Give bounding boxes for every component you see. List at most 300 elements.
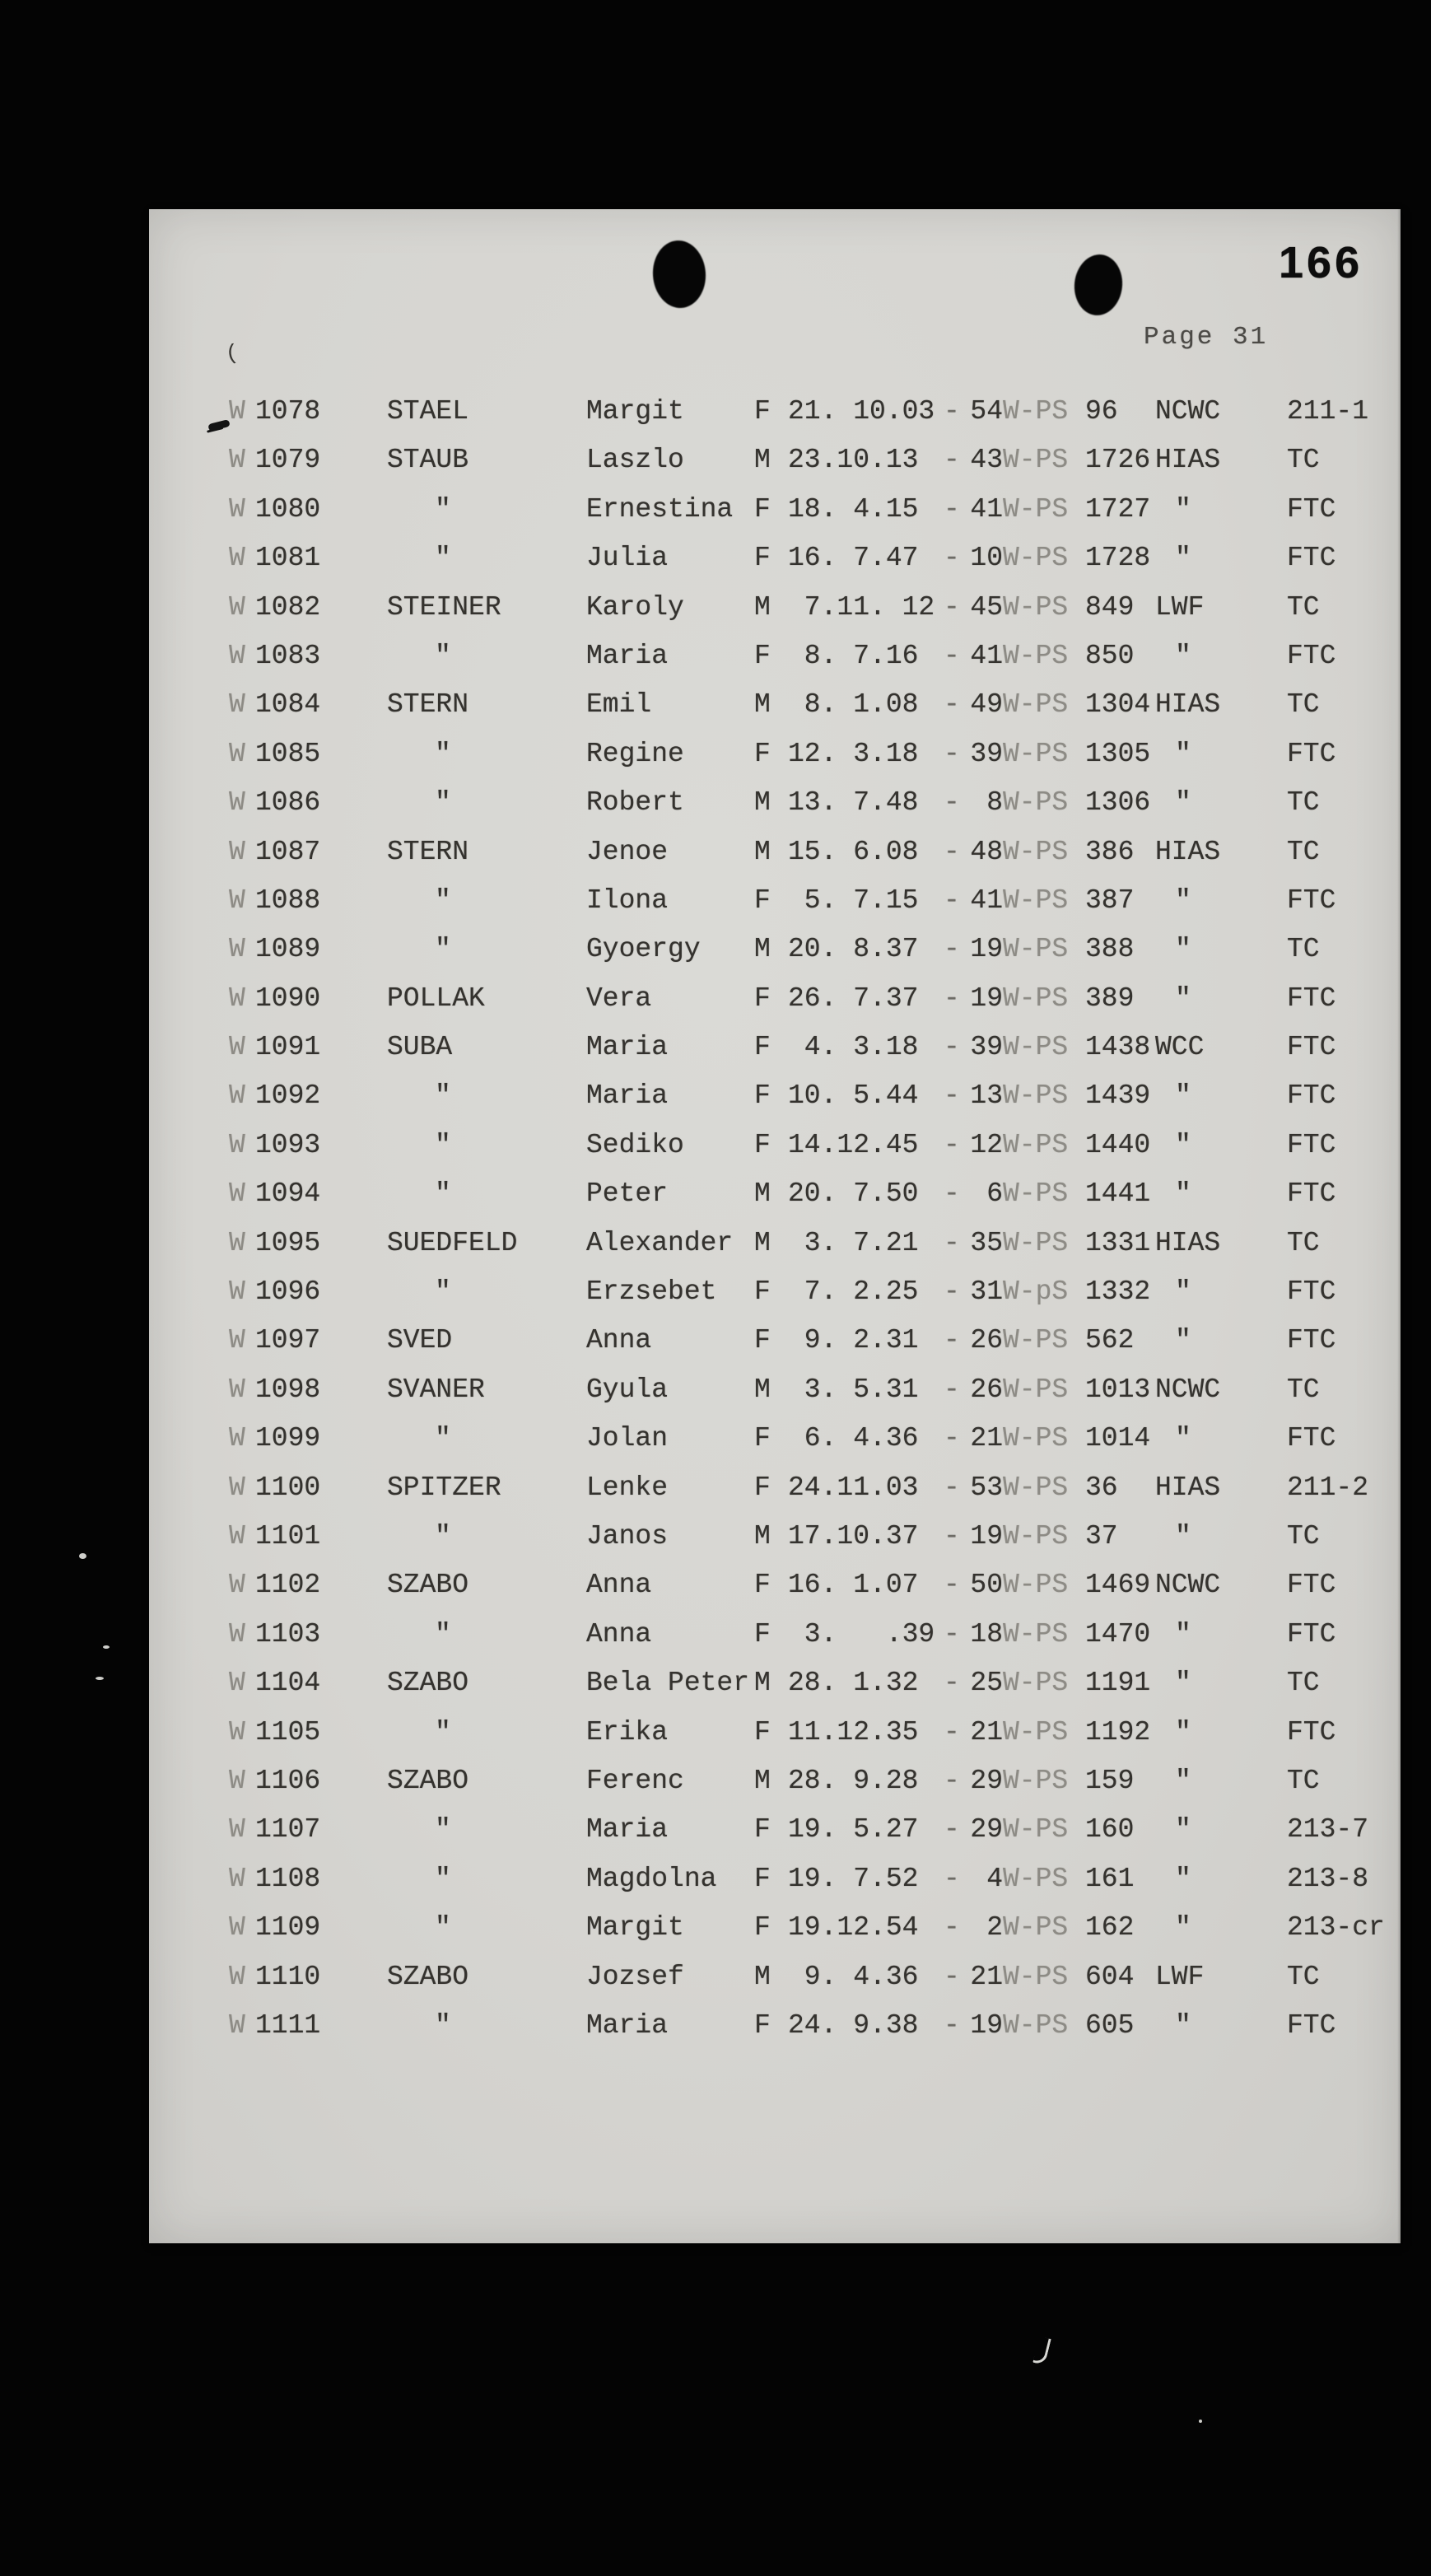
agency-cell: HIAS <box>1155 689 1221 721</box>
status-cell: FTC <box>1287 1570 1336 1601</box>
table-row <box>149 738 1401 786</box>
doc-number-cell: 389 <box>1085 982 1135 1014</box>
agency-cell: NCWC <box>1155 1570 1221 1601</box>
record-number: 1106 <box>255 1765 321 1796</box>
separator-cell: - <box>944 1961 960 1992</box>
record-prefix: W <box>229 1520 245 1552</box>
record-number: 1099 <box>255 1423 321 1454</box>
table-row <box>149 1569 1401 1617</box>
status-cell: FTC <box>1287 1178 1336 1210</box>
agency-cell: " <box>1175 787 1191 819</box>
separator-cell: - <box>944 1374 960 1405</box>
agency-cell: HIAS <box>1155 1227 1221 1258</box>
doc-number-cell: 1014 <box>1085 1423 1151 1454</box>
status-cell: FTC <box>1287 884 1336 916</box>
status-cell: TC <box>1287 1765 1320 1796</box>
record-prefix: W <box>229 1863 245 1894</box>
given-name-cell: Margit <box>586 1912 684 1944</box>
given-name-cell: Maria <box>586 640 669 671</box>
doc-number-cell: 1441 <box>1085 1178 1151 1210</box>
sex-cell: F <box>754 1814 771 1846</box>
given-name-cell: Janos <box>586 1520 669 1552</box>
record-number: 1080 <box>255 493 321 525</box>
doc-number-cell: 1304 <box>1085 689 1151 721</box>
sex-cell: M <box>754 1178 771 1210</box>
sex-cell: M <box>754 445 771 476</box>
punch-hole-right <box>1071 252 1125 318</box>
separator-cell: - <box>944 1814 960 1846</box>
agency-cell: LWF <box>1155 591 1205 623</box>
record-prefix: W <box>229 1814 245 1846</box>
birth-date-cell: 3. .39 <box>788 1618 935 1650</box>
punch-hole-left <box>650 239 708 310</box>
record-prefix: W <box>229 1032 245 1063</box>
agency-cell: " <box>1175 1668 1191 1699</box>
birth-date-cell: 14.12.45 <box>788 1129 919 1160</box>
given-name-cell: Bela Peter <box>586 1668 750 1699</box>
sex-cell: F <box>754 1276 771 1308</box>
doc-number-cell: 849 <box>1085 591 1135 623</box>
page-label: Page 31 <box>1144 323 1269 352</box>
agency-cell: WCC <box>1155 1032 1205 1063</box>
record-prefix: W <box>229 934 245 965</box>
surname-cell: " <box>435 738 451 769</box>
doc-number-cell: 386 <box>1085 836 1135 867</box>
agency-cell: " <box>1175 1765 1191 1796</box>
sex-cell: M <box>754 787 771 819</box>
record-number: 1088 <box>255 884 321 916</box>
doc-type-cell: W-PS <box>1003 884 1069 916</box>
record-number: 1094 <box>255 1178 321 1210</box>
table-row <box>149 1422 1401 1471</box>
doc-number-cell: 1726 <box>1085 445 1151 476</box>
birth-date-cell: 9. 2.31 <box>788 1325 919 1356</box>
record-prefix: W <box>229 884 245 916</box>
age-cell: 18 <box>970 1618 1003 1650</box>
record-number: 1102 <box>255 1570 321 1601</box>
doc-type-cell: W-PS <box>1003 493 1069 525</box>
separator-cell: - <box>944 738 960 769</box>
given-name-cell: Jenoe <box>586 836 669 867</box>
separator-cell: - <box>944 884 960 916</box>
age-cell: 54 <box>970 396 1003 427</box>
separator-cell: - <box>944 1863 960 1894</box>
status-cell: FTC <box>1287 1080 1336 1112</box>
table-row <box>149 1961 1401 2009</box>
birth-date-cell: 8. 7.16 <box>788 640 919 671</box>
given-name-cell: Jozsef <box>586 1961 684 1992</box>
doc-type-cell: W-PS <box>1003 1912 1069 1944</box>
birth-date-cell: 9. 4.36 <box>788 1961 919 1992</box>
status-cell: FTC <box>1287 2009 1336 2041</box>
agency-cell: HIAS <box>1155 445 1221 476</box>
doc-number-cell: 1728 <box>1085 543 1151 574</box>
status-cell: 211-1 <box>1287 396 1369 427</box>
given-name-cell: Lenke <box>586 1472 669 1503</box>
birth-date-cell: 19.12.54 <box>788 1912 919 1944</box>
separator-cell: - <box>944 445 960 476</box>
agency-cell: LWF <box>1155 1961 1205 1992</box>
age-cell: 45 <box>970 591 1003 623</box>
sex-cell: M <box>754 1668 771 1699</box>
record-number: 1084 <box>255 689 321 721</box>
age-cell: 10 <box>970 543 1003 574</box>
status-cell: FTC <box>1287 1423 1336 1454</box>
agency-cell: " <box>1175 1863 1191 1894</box>
page-number-stamp: 166 <box>1279 238 1363 287</box>
status-cell: 213-8 <box>1287 1863 1369 1894</box>
given-name-cell: Anna <box>586 1618 652 1650</box>
agency-cell: " <box>1175 1618 1191 1650</box>
given-name-cell: Regine <box>586 738 684 769</box>
separator-cell: - <box>944 2009 960 2041</box>
stray-pen-mark: ( <box>224 340 240 366</box>
doc-type-cell: W-PS <box>1003 1863 1069 1894</box>
given-name-cell: Margit <box>586 396 684 427</box>
doc-number-cell: 1305 <box>1085 738 1151 769</box>
separator-cell: - <box>944 591 960 623</box>
record-prefix: W <box>229 640 245 671</box>
record-prefix: W <box>229 1472 245 1503</box>
record-number: 1091 <box>255 1032 321 1063</box>
birth-date-cell: 4. 3.18 <box>788 1032 919 1063</box>
record-number: 1100 <box>255 1472 321 1503</box>
table-row <box>149 1031 1401 1080</box>
sex-cell: F <box>754 2009 771 2041</box>
table-row <box>149 1618 1401 1667</box>
record-prefix: W <box>229 445 245 476</box>
separator-cell: - <box>944 1716 960 1748</box>
agency-cell: " <box>1175 1325 1191 1356</box>
agency-cell: " <box>1175 1912 1191 1944</box>
doc-type-cell: W-PS <box>1003 1080 1069 1112</box>
record-number: 1090 <box>255 982 321 1014</box>
doc-number-cell: 1192 <box>1085 1716 1151 1748</box>
birth-date-cell: 17.10.37 <box>788 1520 919 1552</box>
given-name-cell: Laszlo <box>586 445 684 476</box>
birth-date-cell: 16. 1.07 <box>788 1570 919 1601</box>
separator-cell: - <box>944 396 960 427</box>
agency-cell: " <box>1175 1129 1191 1160</box>
table-row <box>149 836 1401 884</box>
status-cell: TC <box>1287 1227 1320 1258</box>
surname-cell: STERN <box>387 836 469 867</box>
separator-cell: - <box>944 1178 960 1210</box>
given-name-cell: Julia <box>586 543 669 574</box>
age-cell: 43 <box>970 445 1003 476</box>
age-cell: 50 <box>970 1570 1003 1601</box>
separator-cell: - <box>944 543 960 574</box>
doc-number-cell: 161 <box>1085 1863 1135 1894</box>
agency-cell: " <box>1175 1814 1191 1846</box>
record-prefix: W <box>229 1325 245 1356</box>
record-prefix: W <box>229 1080 245 1112</box>
table-row <box>149 1080 1401 1128</box>
given-name-cell: Gyoergy <box>586 934 701 965</box>
surname-cell: " <box>435 1814 451 1846</box>
record-number: 1105 <box>255 1716 321 1748</box>
agency-cell: HIAS <box>1155 1472 1221 1503</box>
doc-type-cell: W-PS <box>1003 1032 1069 1063</box>
record-prefix: W <box>229 787 245 819</box>
table-row <box>149 1667 1401 1715</box>
doc-number-cell: 1727 <box>1085 493 1151 525</box>
agency-cell: " <box>1175 1276 1191 1308</box>
scan-speck <box>103 1645 110 1649</box>
birth-date-cell: 13. 7.48 <box>788 787 919 819</box>
agency-cell: NCWC <box>1155 396 1221 427</box>
given-name-cell: Ilona <box>586 884 669 916</box>
table-row <box>149 1276 1401 1324</box>
status-cell: FTC <box>1287 1032 1336 1063</box>
birth-date-cell: 24. 9.38 <box>788 2009 919 2041</box>
given-name-cell: Maria <box>586 2009 669 2041</box>
doc-type-cell: W-PS <box>1003 1325 1069 1356</box>
surname-cell: SUBA <box>387 1032 453 1063</box>
surname-cell: SUEDFELD <box>387 1227 518 1258</box>
record-number: 1101 <box>255 1520 321 1552</box>
record-number: 1081 <box>255 543 321 574</box>
status-cell: TC <box>1287 1374 1320 1405</box>
surname-cell: SZABO <box>387 1570 469 1601</box>
birth-date-cell: 12. 3.18 <box>788 738 919 769</box>
table-row <box>149 1813 1401 1862</box>
doc-type-cell: W-PS <box>1003 1961 1069 1992</box>
birth-date-cell: 28. 1.32 <box>788 1668 919 1699</box>
record-number: 1087 <box>255 836 321 867</box>
agency-cell: " <box>1175 2009 1191 2041</box>
status-cell: FTC <box>1287 738 1336 769</box>
sex-cell: M <box>754 1961 771 1992</box>
age-cell: 13 <box>970 1080 1003 1112</box>
separator-cell: - <box>944 1080 960 1112</box>
table-row <box>149 1129 1401 1178</box>
status-cell: TC <box>1287 1668 1320 1699</box>
table-row <box>149 1472 1401 1520</box>
doc-type-cell: W-PS <box>1003 836 1069 867</box>
separator-cell: - <box>944 1765 960 1796</box>
status-cell: TC <box>1287 836 1320 867</box>
birth-date-cell: 19. 7.52 <box>788 1863 919 1894</box>
table-row <box>149 1765 1401 1813</box>
doc-number-cell: 1332 <box>1085 1276 1151 1308</box>
doc-type-cell: W-PS <box>1003 1570 1069 1601</box>
agency-cell: " <box>1175 640 1191 671</box>
doc-type-cell: W-PS <box>1003 787 1069 819</box>
record-prefix: W <box>229 493 245 525</box>
age-cell: 4 <box>986 1863 1003 1894</box>
agency-cell: " <box>1175 1080 1191 1112</box>
record-prefix: W <box>229 836 245 867</box>
sex-cell: M <box>754 1765 771 1796</box>
sex-cell: F <box>754 396 771 427</box>
agency-cell: HIAS <box>1155 836 1221 867</box>
sex-cell: F <box>754 1472 771 1503</box>
surname-cell: " <box>435 1716 451 1748</box>
table-row <box>149 640 1401 688</box>
sex-cell: F <box>754 884 771 916</box>
sex-cell: M <box>754 1227 771 1258</box>
status-cell: TC <box>1287 934 1320 965</box>
surname-cell: SVED <box>387 1325 453 1356</box>
doc-number-cell: 562 <box>1085 1325 1135 1356</box>
record-number: 1086 <box>255 787 321 819</box>
given-name-cell: Maria <box>586 1032 669 1063</box>
doc-type-cell: W-PS <box>1003 2009 1069 2041</box>
separator-cell: - <box>944 493 960 525</box>
record-prefix: W <box>229 1129 245 1160</box>
separator-cell: - <box>944 1423 960 1454</box>
status-cell: 213-cr <box>1287 1912 1385 1944</box>
doc-type-cell: W-PS <box>1003 1129 1069 1160</box>
table-row <box>149 395 1401 444</box>
status-cell: TC <box>1287 445 1320 476</box>
record-prefix: W <box>229 1570 245 1601</box>
separator-cell: - <box>944 1227 960 1258</box>
age-cell: 39 <box>970 1032 1003 1063</box>
age-cell: 19 <box>970 1520 1003 1552</box>
sex-cell: F <box>754 1325 771 1356</box>
doc-type-cell: W-PS <box>1003 1814 1069 1846</box>
surname-cell: " <box>435 1912 451 1944</box>
status-cell: TC <box>1287 591 1320 623</box>
doc-type-cell: W-PS <box>1003 1374 1069 1405</box>
table-row <box>149 884 1401 933</box>
record-number: 1093 <box>255 1129 321 1160</box>
separator-cell: - <box>944 1912 960 1944</box>
doc-type-cell: W-PS <box>1003 1765 1069 1796</box>
doc-type-cell: W-PS <box>1003 640 1069 671</box>
surname-cell: " <box>435 1276 451 1308</box>
doc-number-cell: 1470 <box>1085 1618 1151 1650</box>
record-number: 1085 <box>255 738 321 769</box>
age-cell: 41 <box>970 884 1003 916</box>
doc-type-cell: W-PS <box>1003 738 1069 769</box>
doc-type-cell: W-PS <box>1003 445 1069 476</box>
separator-cell: - <box>944 1129 960 1160</box>
birth-date-cell: 24.11.03 <box>788 1472 919 1503</box>
age-cell: 48 <box>970 836 1003 867</box>
birth-date-cell: 15. 6.08 <box>788 836 919 867</box>
sex-cell: F <box>754 493 771 525</box>
given-name-cell: Vera <box>586 982 652 1014</box>
age-cell: 19 <box>970 982 1003 1014</box>
sex-cell: M <box>754 934 771 965</box>
birth-date-cell: 6. 4.36 <box>788 1423 919 1454</box>
status-cell: TC <box>1287 1520 1320 1552</box>
sex-cell: F <box>754 1080 771 1112</box>
age-cell: 31 <box>970 1276 1003 1308</box>
separator-cell: - <box>944 1325 960 1356</box>
sex-cell: M <box>754 1520 771 1552</box>
surname-cell: SVANER <box>387 1374 485 1405</box>
doc-number-cell: 604 <box>1085 1961 1135 1992</box>
surname-cell: STAEL <box>387 396 469 427</box>
record-number: 1083 <box>255 640 321 671</box>
status-cell: FTC <box>1287 640 1336 671</box>
birth-date-cell: 26. 7.37 <box>788 982 919 1014</box>
table-row <box>149 1716 1401 1765</box>
doc-type-cell: W-PS <box>1003 1227 1069 1258</box>
record-number: 1103 <box>255 1618 321 1650</box>
age-cell: 29 <box>970 1765 1003 1796</box>
sex-cell: F <box>754 982 771 1014</box>
given-name-cell: Erika <box>586 1716 669 1748</box>
doc-number-cell: 850 <box>1085 640 1135 671</box>
record-number: 1089 <box>255 934 321 965</box>
age-cell: 29 <box>970 1814 1003 1846</box>
surname-cell: " <box>435 1863 451 1894</box>
doc-number-cell: 1439 <box>1085 1080 1151 1112</box>
doc-type-cell: W-PS <box>1003 1520 1069 1552</box>
surname-cell: " <box>435 1618 451 1650</box>
record-number: 1108 <box>255 1863 321 1894</box>
surname-cell: " <box>435 1520 451 1552</box>
agency-cell: " <box>1175 934 1191 965</box>
doc-type-cell: W-PS <box>1003 396 1069 427</box>
surname-cell: STEINER <box>387 591 501 623</box>
table-row <box>149 1863 1401 1911</box>
doc-number-cell: 388 <box>1085 934 1135 965</box>
status-cell: TC <box>1287 1961 1320 1992</box>
table-row <box>149 591 1401 640</box>
doc-number-cell: 160 <box>1085 1814 1135 1846</box>
sex-cell: M <box>754 1374 771 1405</box>
doc-number-cell: 1013 <box>1085 1374 1151 1405</box>
birth-date-cell: 19. 5.27 <box>788 1814 919 1846</box>
record-prefix: W <box>229 1716 245 1748</box>
given-name-cell: Robert <box>586 787 684 819</box>
record-number: 1110 <box>255 1961 321 1992</box>
record-prefix: W <box>229 689 245 721</box>
birth-date-cell: 7. 2.25 <box>788 1276 919 1308</box>
agency-cell: " <box>1175 1423 1191 1454</box>
separator-cell: - <box>944 787 960 819</box>
record-prefix: W <box>229 396 245 427</box>
given-name-cell: Maria <box>586 1080 669 1112</box>
given-name-cell: Peter <box>586 1178 669 1210</box>
record-number: 1096 <box>255 1276 321 1308</box>
table-row <box>149 933 1401 982</box>
surname-cell: " <box>435 934 451 965</box>
sex-cell: F <box>754 1863 771 1894</box>
age-cell: 25 <box>970 1668 1003 1699</box>
status-cell: FTC <box>1287 1325 1336 1356</box>
record-number: 1082 <box>255 591 321 623</box>
age-cell: 2 <box>986 1912 1003 1944</box>
scan-speck <box>96 1677 104 1680</box>
record-number: 1104 <box>255 1668 321 1699</box>
surname-cell: " <box>435 543 451 574</box>
doc-number-cell: 1440 <box>1085 1129 1151 1160</box>
record-prefix: W <box>229 591 245 623</box>
table-row <box>149 1520 1401 1569</box>
surname-cell: SZABO <box>387 1668 469 1699</box>
doc-type-cell: W-PS <box>1003 1472 1069 1503</box>
table-row <box>149 1374 1401 1422</box>
status-cell: TC <box>1287 787 1320 819</box>
given-name-cell: Magdolna <box>586 1863 717 1894</box>
given-name-cell: Karoly <box>586 591 684 623</box>
scan-speck <box>79 1553 86 1559</box>
sex-cell: F <box>754 1570 771 1601</box>
table-row <box>149 1227 1401 1276</box>
separator-cell: - <box>944 1618 960 1650</box>
sex-cell: F <box>754 1912 771 1944</box>
table-row <box>149 786 1401 835</box>
birth-date-cell: 3. 7.21 <box>788 1227 919 1258</box>
record-number: 1107 <box>255 1814 321 1846</box>
